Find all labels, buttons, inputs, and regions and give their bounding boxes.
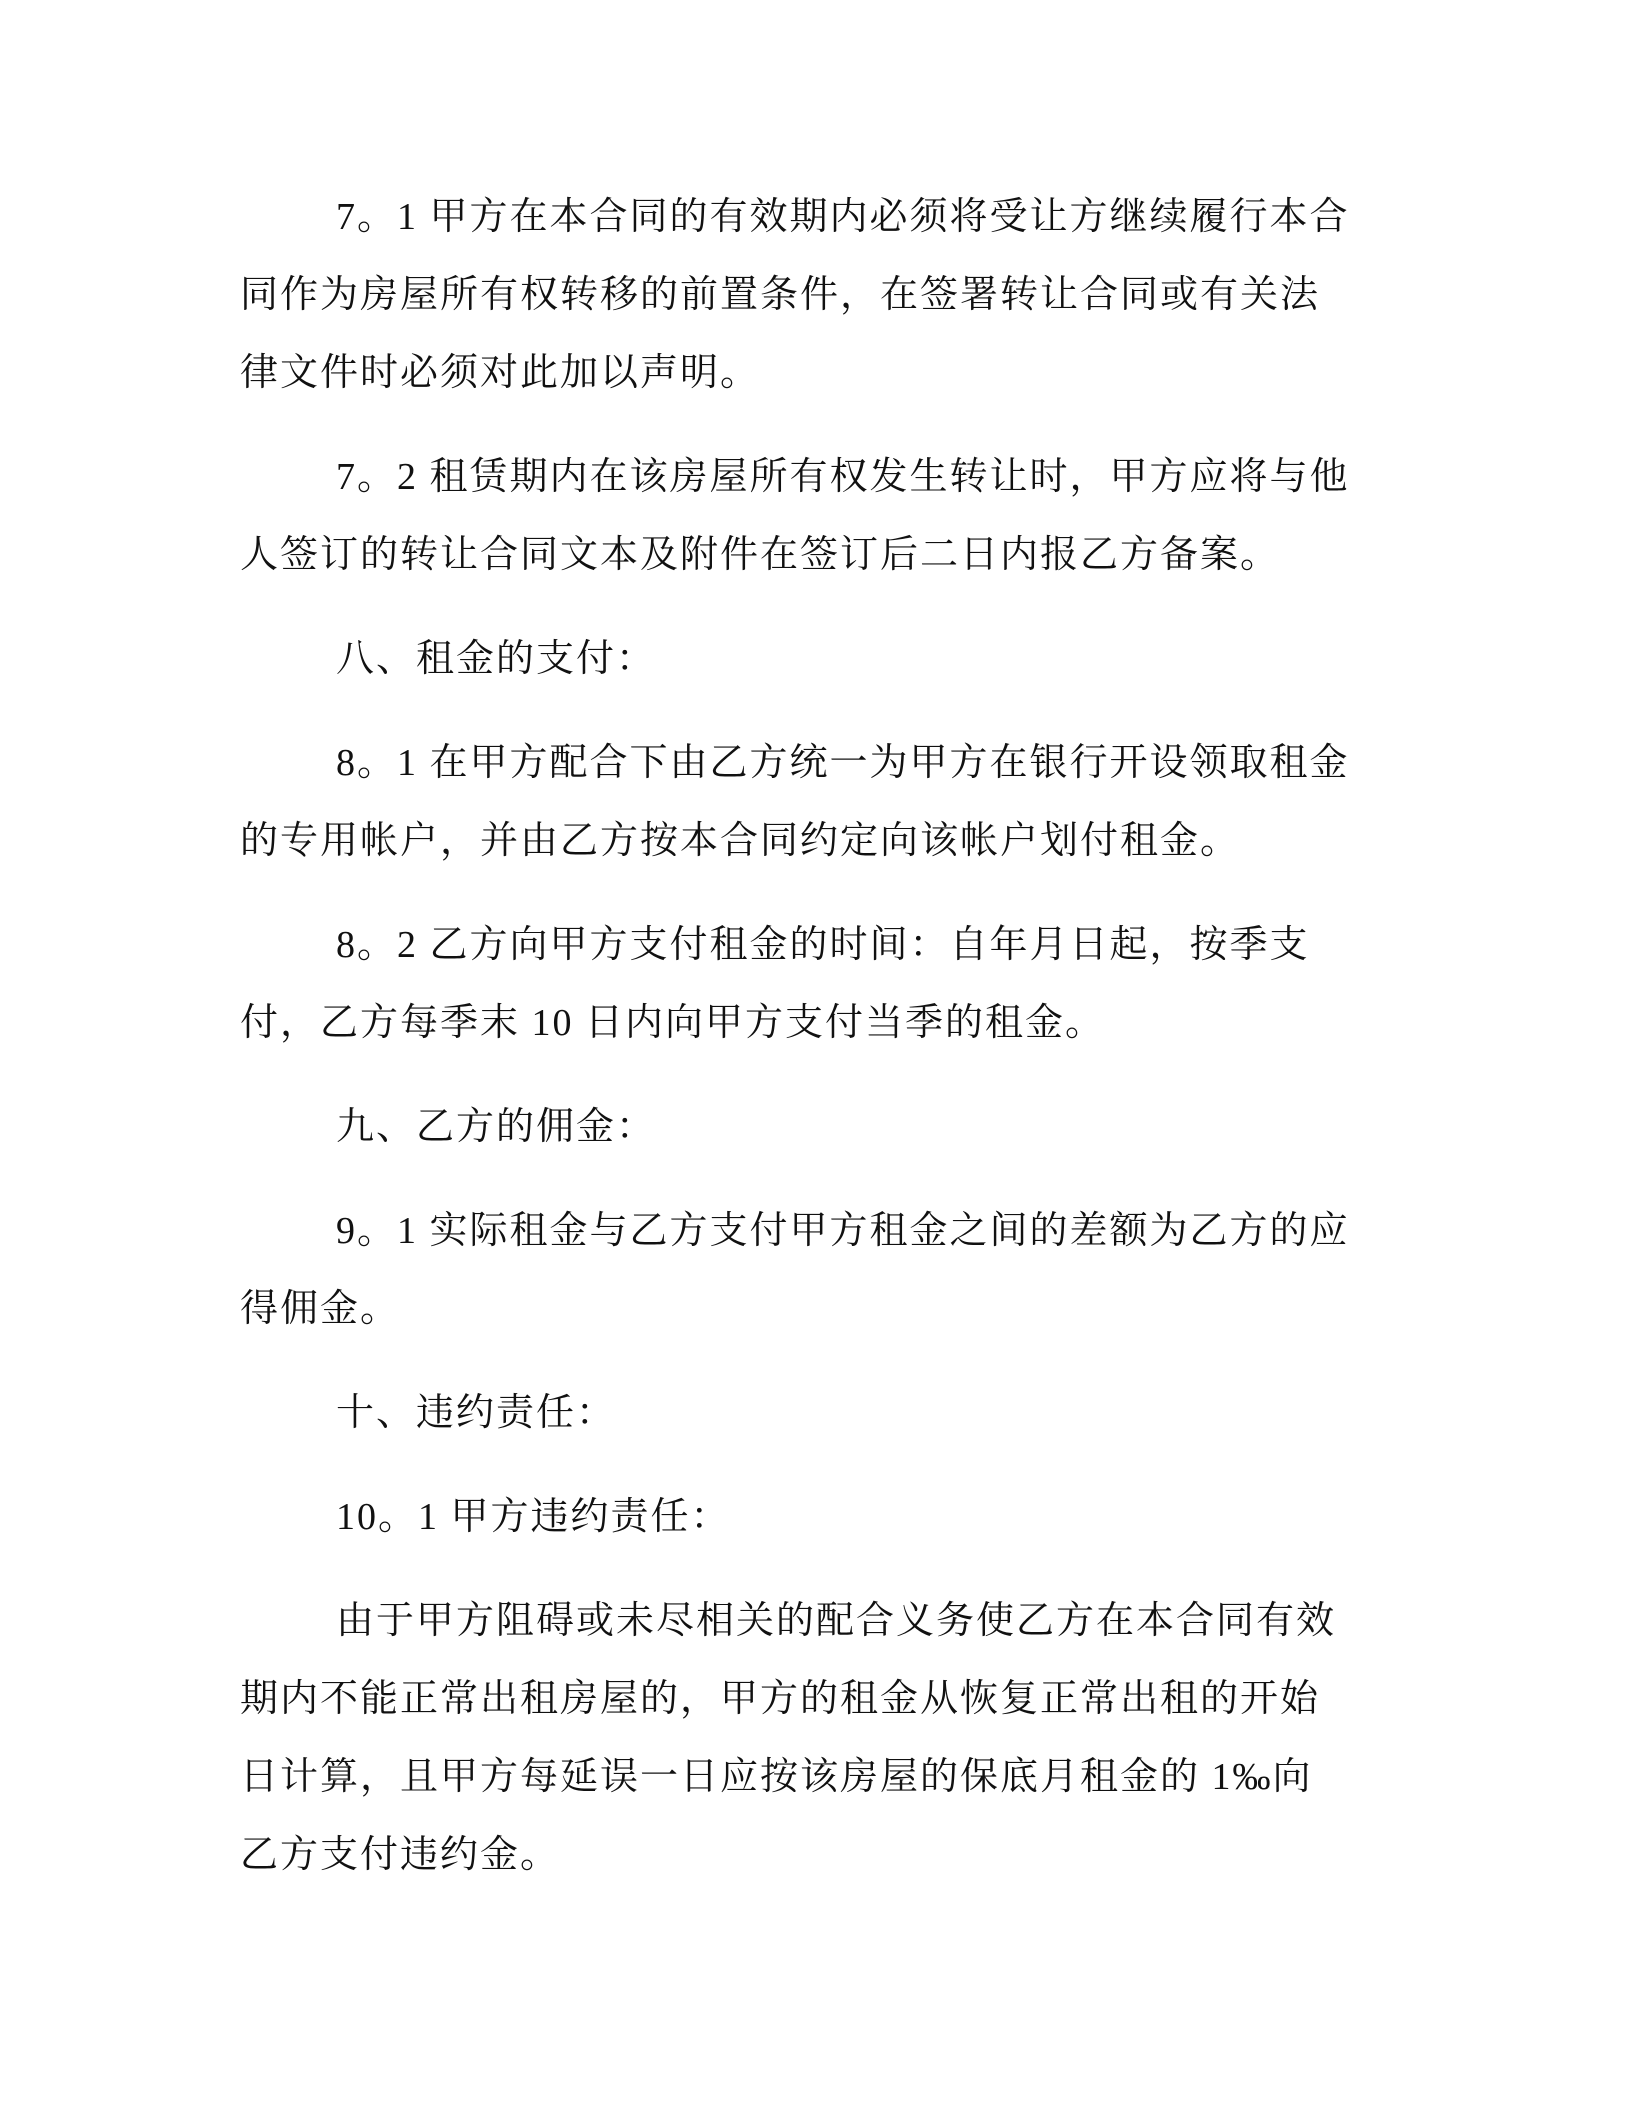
- clause-10-1-body: 由于甲方阻碍或未尽相关的配合义务使乙方在本合同有效期内不能正常出租房屋的，甲方的租金从恢复正常出租的开始日计算，且甲方每延误一日应按该房屋的保底月租金的 1‰向乙方支付违约金。: [240, 1600, 1337, 1876]
- clause-7-2: 7。2 租赁期内在该房屋所有权发生转让时，甲方应将与他人签订的转让合同文本及附件在签订后二日内报乙方备案。: [240, 456, 1350, 576]
- document-body: [240, 178, 1350, 1894]
- section-heading-commission: 九、乙方的佣金：: [336, 1106, 657, 1148]
- section-heading-breach-liability: 十、违约责任：: [336, 1392, 617, 1434]
- clause-8-1: 8。1 在甲方配合下由乙方统一为甲方在银行开设领取租金的专用帐户，并由乙方按本合同约定向该帐户划付租金。: [240, 742, 1350, 862]
- clause-8-2: 8。2 乙方向甲方支付租金的时间：自年月日起，按季支付，乙方每季末 10 日内向甲方支付当季的租金。: [240, 924, 1310, 1044]
- subsection-heading-party-a-breach: 10。1 甲方违约责任：: [336, 1496, 731, 1538]
- clause-7-1: 7。1 甲方在本合同的有效期内必须将受让方继续履行本合同作为房屋所有权转移的前置条件，在签署转让合同或有关法律文件时必须对此加以声明。: [240, 196, 1350, 394]
- section-heading-rent-payment: 八、租金的支付：: [336, 638, 657, 680]
- clause-9-1: 9。1 实际租金与乙方支付甲方租金之间的差额为乙方的应得佣金。: [240, 1210, 1350, 1330]
